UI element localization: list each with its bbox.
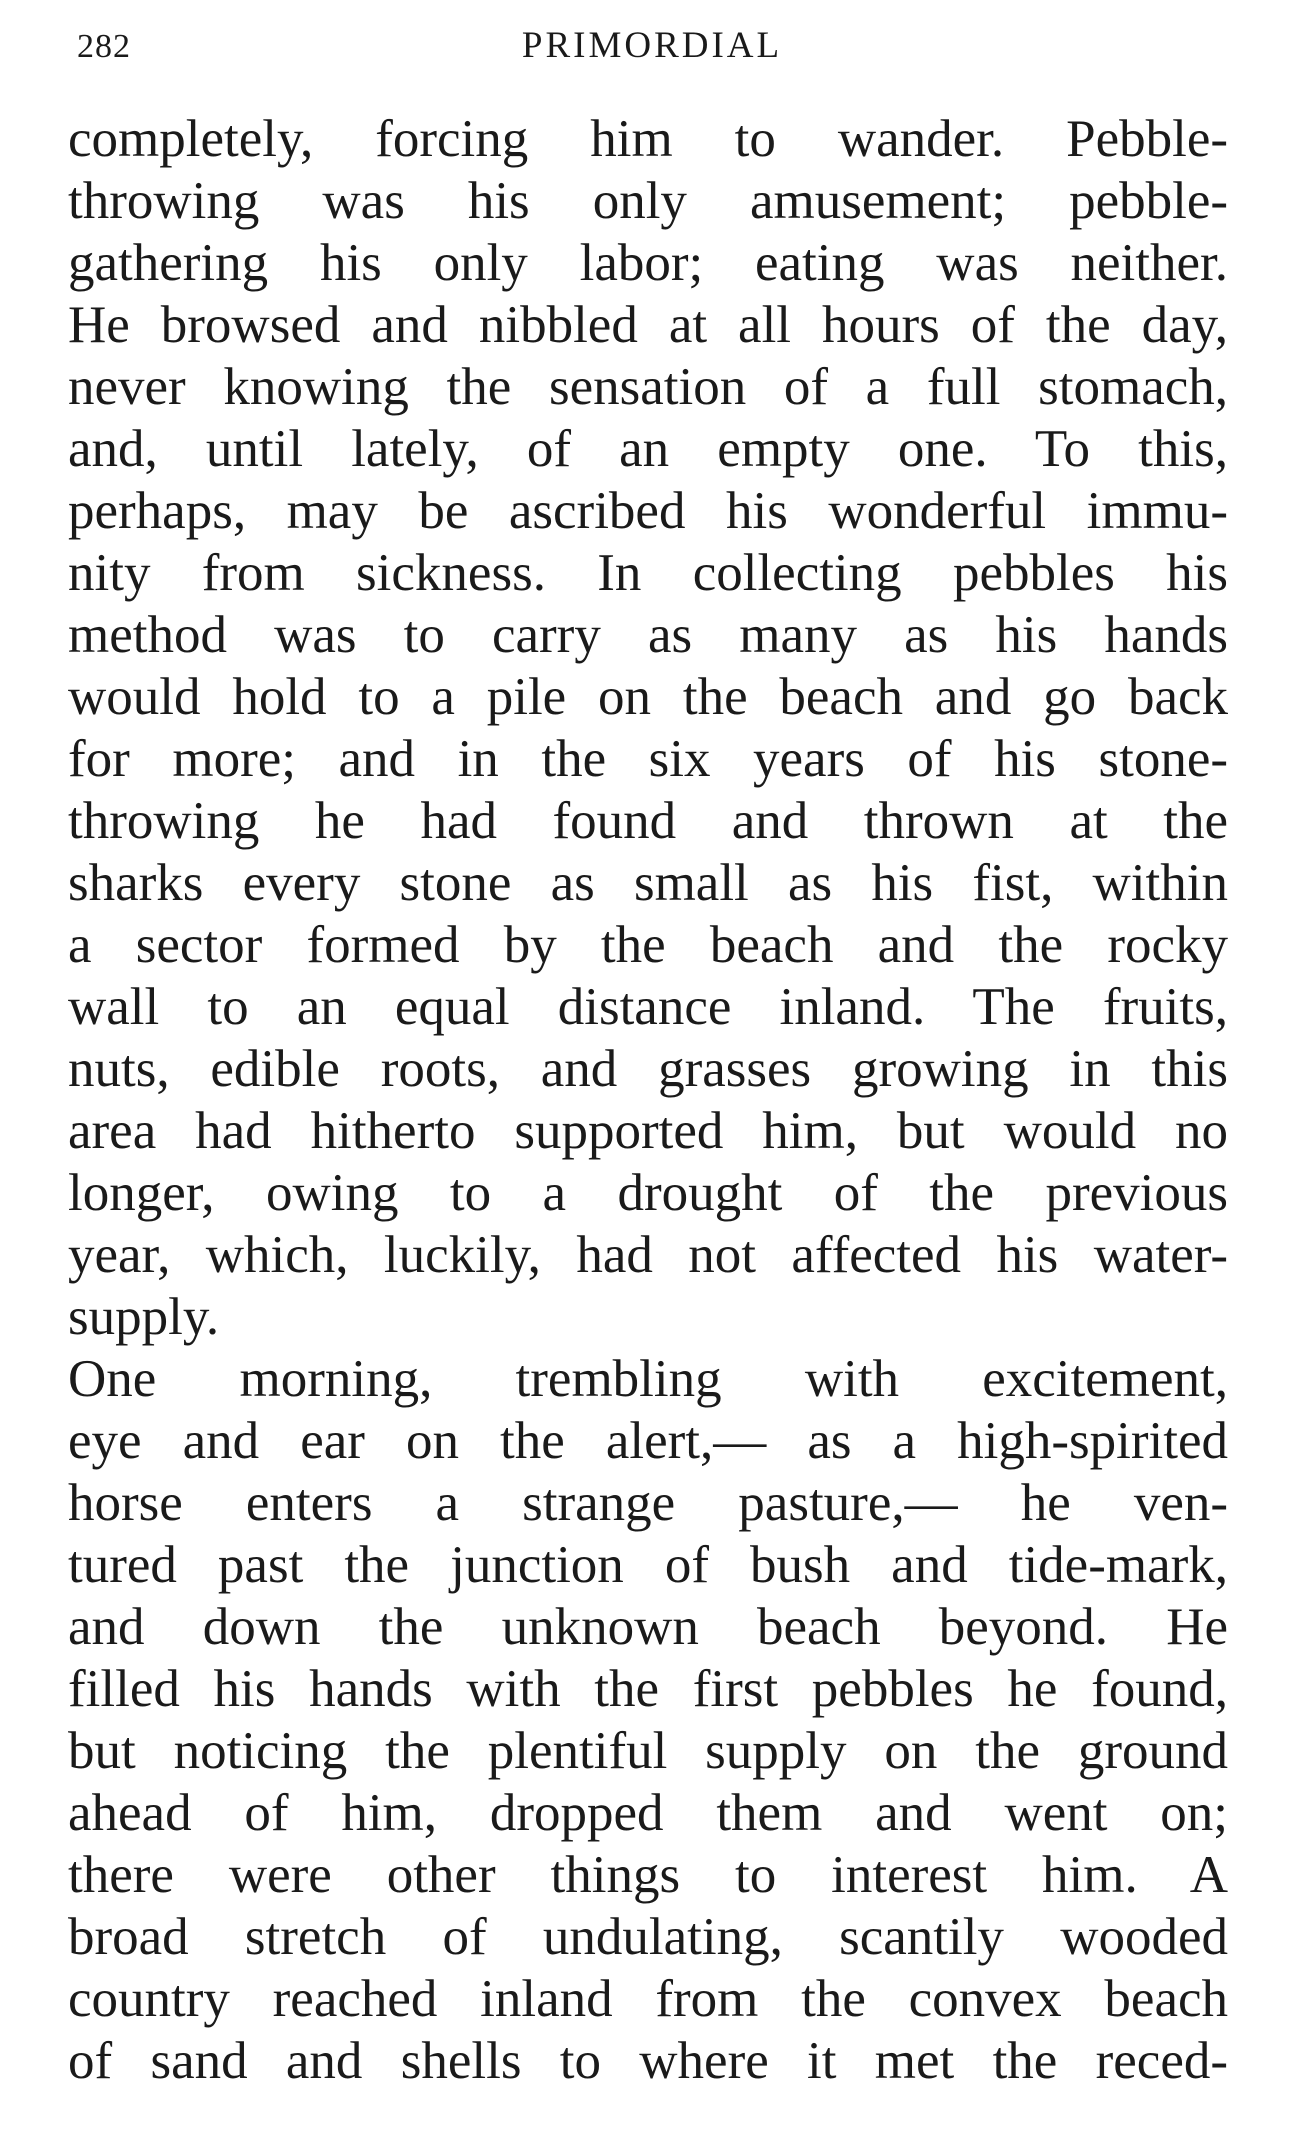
text-line: longer, owing to a drought of the previous — [68, 1164, 1228, 1222]
text-line: method was to carry as many as his hands — [68, 606, 1228, 664]
text-line: gathering his only labor; eating was neither. — [68, 234, 1228, 292]
text-line: year, which, luckily, had not affected his water- — [68, 1226, 1228, 1284]
text-line: country reached inland from the convex beach — [68, 1970, 1228, 2028]
text-line: throwing he had found and thrown at the — [68, 792, 1228, 850]
text-line: filled his hands with the first pebbles he found, — [68, 1660, 1228, 1718]
text-line: and, until lately, of an empty one. To this, — [68, 420, 1228, 478]
body-text — [68, 108, 1228, 2092]
text-line: tured past the junction of bush and tide-mark, — [68, 1536, 1228, 1594]
text-line: for more; and in the six years of his stone- — [68, 730, 1228, 788]
text-line: and down the unknown beach beyond. He — [68, 1598, 1228, 1656]
text-line: throwing was his only amusement; pebble- — [68, 172, 1228, 230]
page-number: 282 — [77, 28, 131, 65]
text-line: area had hitherto supported him, but would no — [68, 1102, 1228, 1160]
text-line: perhaps, may be ascribed his wonderful immu- — [68, 482, 1228, 540]
text-line: of sand and shells to where it met the reced- — [68, 2032, 1228, 2090]
text-line: nity from sickness. In collecting pebbles his — [68, 544, 1228, 602]
text-line: there were other things to interest him. A — [68, 1846, 1228, 1904]
text-line: One morning, trembling with excitement, — [68, 1350, 1228, 1408]
text-line: would hold to a pile on the beach and go back — [68, 668, 1228, 726]
text-line: sharks every stone as small as his fist, within — [68, 854, 1228, 912]
page-header — [72, 18, 1232, 78]
text-line: horse enters a strange pasture,— he ven- — [68, 1474, 1228, 1532]
text-line: He browsed and nibbled at all hours of the day, — [68, 296, 1228, 354]
text-line: completely, forcing him to wander. Pebble- — [68, 110, 1228, 168]
running-title: PRIMORDIAL — [521, 25, 783, 66]
text-line: nuts, edible roots, and grasses growing in this — [68, 1040, 1228, 1098]
text-line: supply. — [68, 1288, 220, 1346]
text-line: ahead of him, dropped them and went on; — [68, 1784, 1228, 1842]
text-line: never knowing the sensation of a full stomach, — [68, 358, 1228, 416]
text-line: a sector formed by the beach and the rocky — [68, 916, 1228, 974]
text-line: but noticing the plentiful supply on the ground — [68, 1722, 1228, 1780]
text-line: broad stretch of undulating, scantily wooded — [68, 1908, 1228, 1966]
text-line: wall to an equal distance inland. The fruits, — [68, 978, 1228, 1036]
text-line: eye and ear on the alert,— as a high-spirited — [68, 1412, 1228, 1470]
